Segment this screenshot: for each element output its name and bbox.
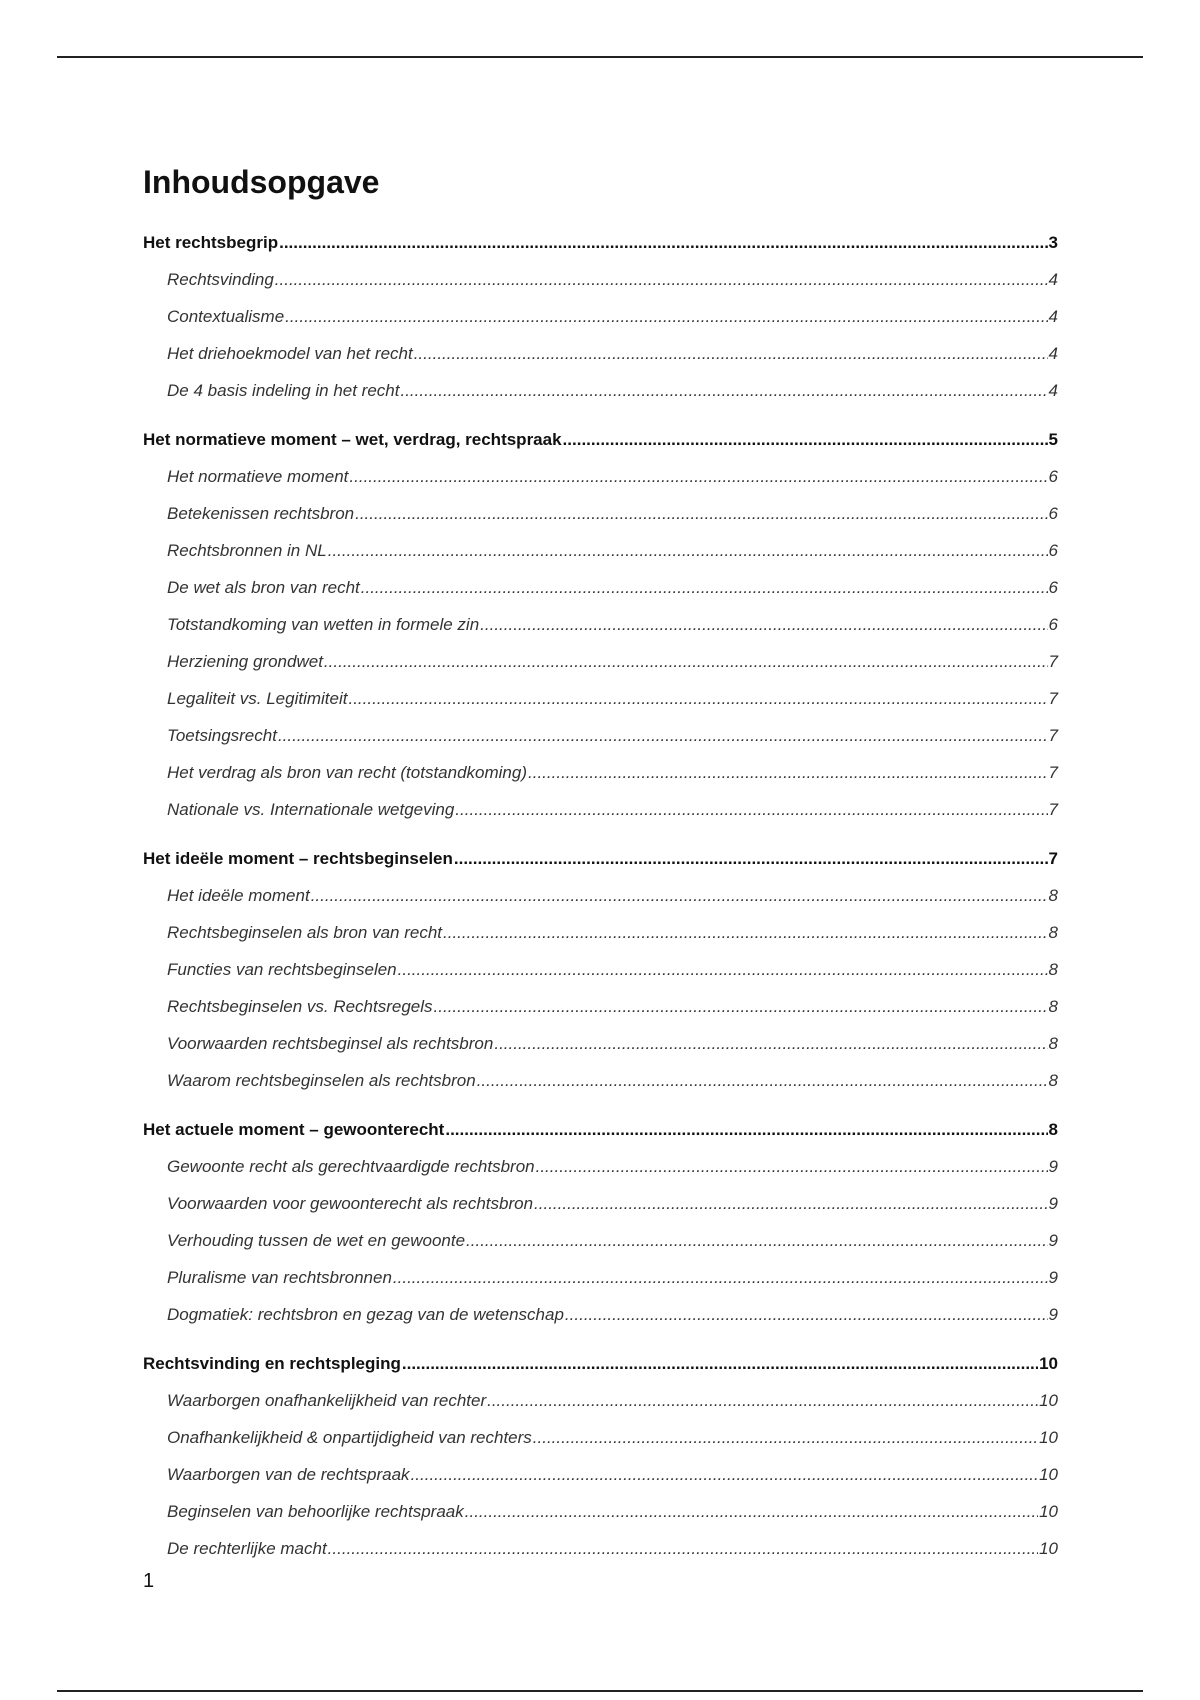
toc-subentry[interactable]: [143, 1382, 1058, 1419]
toc-entry-label: Rechtsvinding: [167, 270, 274, 289]
toc-entry-label: Het rechtsbegrip: [143, 233, 279, 252]
toc-entry-label: Het ideële moment: [167, 886, 310, 905]
toc-dot-leader: [536, 1148, 1048, 1185]
toc-entry-page: 10: [1039, 1428, 1058, 1447]
toc-entry-page: 8: [1048, 1071, 1058, 1090]
toc-entry-label: Waarom rechtsbeginselen als rechtsbron: [167, 1071, 476, 1090]
toc-entry-page: 7: [1048, 652, 1058, 671]
footer-rule: [57, 1690, 1143, 1692]
toc-entry-page: 9: [1048, 1194, 1058, 1213]
toc-entry-page: 3: [1048, 233, 1058, 252]
toc-entry-label: Het ideële moment – rechtsbeginselen: [143, 849, 453, 868]
table-of-contents: [143, 224, 1058, 1567]
toc-dot-leader: [534, 1185, 1048, 1222]
toc-entry-page: 7: [1048, 689, 1058, 708]
toc-dot-leader: [311, 877, 1048, 914]
toc-dot-leader: [455, 791, 1047, 828]
toc-dot-leader: [445, 1111, 1047, 1148]
toc-dot-leader: [361, 569, 1048, 606]
toc-entry-label: Het actuele moment – gewoonterecht: [143, 1120, 445, 1139]
toc-entry-page: 6: [1048, 541, 1058, 560]
toc-dot-leader: [279, 224, 1047, 261]
toc-entry-page: 9: [1048, 1305, 1058, 1324]
toc-entry-page: 4: [1048, 307, 1058, 326]
toc-dot-leader: [487, 1382, 1038, 1419]
toc-entry-label: De wet als bron van recht: [167, 578, 360, 597]
toc-entry-label: Rechtsbeginselen als bron van recht: [167, 923, 442, 942]
toc-dot-leader: [480, 606, 1047, 643]
toc-entry-label: Voorwaarden voor gewoonterecht als rechtsbron: [167, 1194, 534, 1213]
toc-subentry[interactable]: [143, 951, 1058, 988]
toc-dot-leader: [393, 1259, 1048, 1296]
toc-entry-page: 6: [1048, 615, 1058, 634]
toc-subentry[interactable]: [143, 1025, 1058, 1062]
toc-subentry[interactable]: [143, 372, 1058, 409]
toc-entry-label: Contextualisme: [167, 307, 285, 326]
toc-dot-leader: [477, 1062, 1048, 1099]
toc-entry-page: 8: [1048, 923, 1058, 942]
toc-entry-label: Voorwaarden rechtsbeginsel als rechtsbron: [167, 1034, 494, 1053]
toc-dot-leader: [278, 717, 1048, 754]
toc-dot-leader: [411, 1456, 1039, 1493]
toc-entry-page: 5: [1048, 430, 1058, 449]
toc-subentry[interactable]: [143, 335, 1058, 372]
toc-dot-leader: [355, 495, 1047, 532]
toc-subentry[interactable]: [143, 1222, 1058, 1259]
toc-entry-label: Rechtsvinding en rechtspleging: [143, 1354, 401, 1373]
toc-entry-label: Dogmatiek: rechtsbron en gezag van de wetenschap: [167, 1305, 564, 1324]
toc-entry-page: 8: [1048, 1034, 1058, 1053]
toc-entry-label: Herziening grondwet: [167, 652, 323, 671]
toc-entry-page: 9: [1048, 1157, 1058, 1176]
toc-entry-label: Pluralisme van rechtsbronnen: [167, 1268, 392, 1287]
toc-dot-leader: [414, 335, 1048, 372]
toc-subentry[interactable]: [143, 569, 1058, 606]
toc-dot-leader: [348, 680, 1047, 717]
toc-subentry[interactable]: [143, 606, 1058, 643]
toc-entry-label: Toetsingsrecht: [167, 726, 277, 745]
toc-subentry[interactable]: [143, 717, 1058, 754]
toc-dot-leader: [565, 1296, 1048, 1333]
toc-dot-leader: [434, 988, 1048, 1025]
toc-entry-page: 8: [1048, 1120, 1058, 1139]
toc-subentry[interactable]: [143, 1259, 1058, 1296]
toc-entry-page: 8: [1048, 960, 1058, 979]
toc-entry-page: 8: [1048, 997, 1058, 1016]
toc-entry-label: Rechtsbronnen in NL: [167, 541, 327, 560]
toc-heading-entry[interactable]: [143, 1111, 1058, 1148]
toc-entry-page: 6: [1048, 504, 1058, 523]
toc-entry-label: Beginselen van behoorlijke rechtspraak: [167, 1502, 464, 1521]
toc-subentry[interactable]: [143, 914, 1058, 951]
toc-dot-leader: [349, 458, 1047, 495]
toc-subentry[interactable]: [143, 643, 1058, 680]
toc-dot-leader: [324, 643, 1048, 680]
toc-subentry[interactable]: [143, 1456, 1058, 1493]
toc-entry-label: Rechtsbeginselen vs. Rechtsregels: [167, 997, 433, 1016]
toc-subentry[interactable]: [143, 458, 1058, 495]
toc-subentry[interactable]: [143, 877, 1058, 914]
toc-dot-leader: [398, 951, 1048, 988]
toc-subentry[interactable]: [143, 1185, 1058, 1222]
toc-entry-label: De 4 basis indeling in het recht: [167, 381, 400, 400]
toc-heading-entry[interactable]: [143, 840, 1058, 877]
toc-dot-leader: [528, 754, 1048, 791]
toc-heading-entry[interactable]: [143, 224, 1058, 261]
toc-entry-label: Het normatieve moment: [167, 467, 349, 486]
toc-subentry[interactable]: [143, 1493, 1058, 1530]
toc-entry-label: Het driehoekmodel van het recht: [167, 344, 413, 363]
toc-subentry[interactable]: [143, 1148, 1058, 1185]
toc-dot-leader: [465, 1493, 1038, 1530]
toc-subentry[interactable]: [143, 261, 1058, 298]
header-rule: [57, 56, 1143, 58]
toc-dot-leader: [494, 1025, 1047, 1062]
toc-entry-label: Verhouding tussen de wet en gewoonte: [167, 1231, 466, 1250]
toc-entry-page: 10: [1039, 1354, 1058, 1373]
toc-entry-page: 4: [1048, 270, 1058, 289]
toc-entry-page: 9: [1048, 1268, 1058, 1287]
toc-entry-page: 7: [1048, 726, 1058, 745]
toc-entry-page: 10: [1039, 1502, 1058, 1521]
toc-subentry[interactable]: [143, 1419, 1058, 1456]
toc-entry-label: Gewoonte recht als gerechtvaardigde rechtsbron: [167, 1157, 535, 1176]
toc-entry-label: Betekenissen rechtsbron: [167, 504, 355, 523]
toc-entry-page: 6: [1048, 467, 1058, 486]
page-number: 1: [143, 1570, 155, 1592]
toc-entry-label: Legaliteit vs. Legitimiteit: [167, 689, 348, 708]
toc-subentry[interactable]: [143, 495, 1058, 532]
toc-subentry[interactable]: [143, 1062, 1058, 1099]
toc-entry-label: Het verdrag als bron van recht (totstandkoming): [167, 763, 528, 782]
toc-entry-label: Waarborgen van de rechtspraak: [167, 1465, 410, 1484]
toc-entry-page: 10: [1039, 1539, 1058, 1558]
toc-dot-leader: [400, 372, 1047, 409]
toc-heading-entry[interactable]: [143, 421, 1058, 458]
toc-subentry[interactable]: [143, 1530, 1058, 1567]
toc-subentry[interactable]: [143, 791, 1058, 828]
toc-entry-page: 4: [1048, 381, 1058, 400]
toc-entry-page: 4: [1048, 344, 1058, 363]
toc-entry-page: 7: [1048, 849, 1058, 868]
toc-subentry[interactable]: [143, 532, 1058, 569]
toc-dot-leader: [275, 261, 1048, 298]
toc-dot-leader: [563, 421, 1048, 458]
toc-entry-page: 7: [1048, 800, 1058, 819]
toc-entry-page: 10: [1039, 1465, 1058, 1484]
toc-entry-label: Functies van rechtsbeginselen: [167, 960, 397, 979]
toc-entry-page: 10: [1039, 1391, 1058, 1410]
toc-entry-label: De rechterlijke macht: [167, 1539, 327, 1558]
toc-dot-leader: [328, 532, 1048, 569]
toc-dot-leader: [402, 1345, 1038, 1382]
toc-dot-leader: [466, 1222, 1048, 1259]
toc-entry-label: Totstandkoming van wetten in formele zin: [167, 615, 480, 634]
toc-entry-label: Het normatieve moment – wet, verdrag, rechtspraak: [143, 430, 562, 449]
toc-entry-label: Nationale vs. Internationale wetgeving: [167, 800, 455, 819]
toc-entry-label: Onafhankelijkheid & onpartijdigheid van rechters: [167, 1428, 532, 1447]
toc-dot-leader: [328, 1530, 1038, 1567]
toc-entry-page: 6: [1048, 578, 1058, 597]
page-title: Inhoudsopgave: [143, 164, 380, 200]
toc-entry-page: 9: [1048, 1231, 1058, 1250]
toc-subentry[interactable]: [143, 988, 1058, 1025]
toc-dot-leader: [285, 298, 1047, 335]
toc-entry-page: 7: [1048, 763, 1058, 782]
toc-subentry[interactable]: [143, 680, 1058, 717]
toc-subentry[interactable]: [143, 754, 1058, 791]
toc-subentry[interactable]: [143, 298, 1058, 335]
toc-subentry[interactable]: [143, 1296, 1058, 1333]
toc-entry-label: Waarborgen onafhankelijkheid van rechter: [167, 1391, 487, 1410]
toc-dot-leader: [443, 914, 1048, 951]
toc-dot-leader: [533, 1419, 1038, 1456]
toc-heading-entry[interactable]: [143, 1345, 1058, 1382]
toc-dot-leader: [454, 840, 1048, 877]
toc-entry-page: 8: [1048, 886, 1058, 905]
